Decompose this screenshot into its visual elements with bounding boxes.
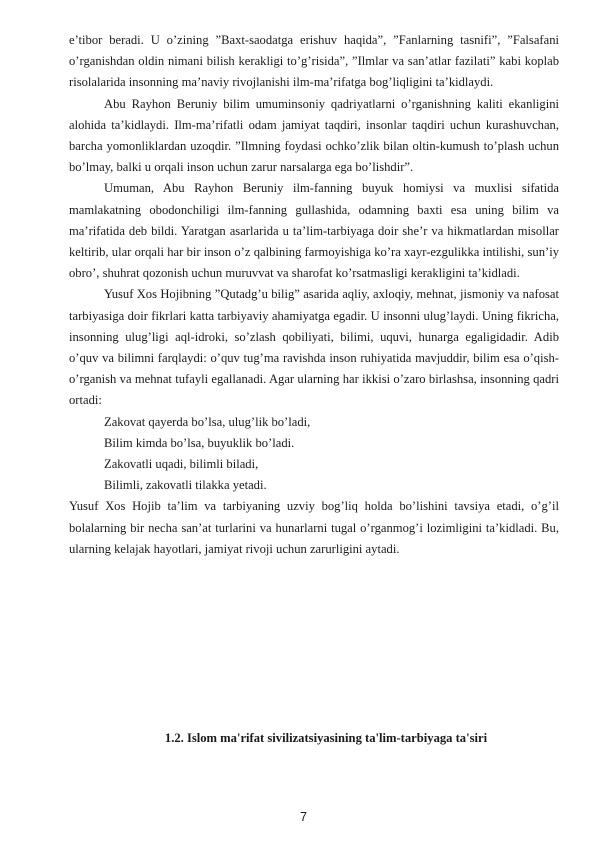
paragraph-1: e’tibor beradi. U o’zining ”Baxt-saodatga erishuv haqida”, ”Fanlarning tasnifi”, ”Falsafani o’rganishdan oldin nimani bilish kerakligi to’g’risida”, ”Ilmlar va san’atlar fazilati” kabi koplab risolalarida insonning ma’naviy rivojlanishi ilm-ma’rifatga bog’liqligini ta’kidlaydi. [69, 33, 559, 90]
paragraph-2: Abu Rayhon Beruniy bilim umuminsoniy qadriyatlarni o’rganishning kaliti ekanligini alohida ta’kidlaydi. Ilm-ma’rifatli odam jamiyat taqdiri, insonlar taqdiri uchun kurashuvchan, barcha yomonliklardan uzoqdir. ”Ilmning foydasi ochko’zlik bilan oltin-kumush to’plash uchun bo’lmay, balki u orqali inson uchun zarur narsalarga ega bo’lishdir”. [69, 96, 559, 175]
page-number: 7 [299, 810, 307, 824]
verse-line-1: Zakovat qayerda bo’lsa, ulug’lik bo’ladi, [104, 414, 311, 429]
paragraph-4: Yusuf Xos Hojibning ”Qutadg’u bilig” asarida aqliy, axloqiy, mehnat, jismoniy va nafosat tarbiyasiga doir fikrlari katta tarbiyaviy ahamiyatga egadir. U insonni ulug’laydi. Uning fikricha, insonning ulug’ligi aql-idroki, so’zlash qobiliyati, bilimi, uquvi, hunarga egaligidadir. Adib o’quv va bilimni farqlaydi: o’quv tug’ma ravishda inson ruhiyatida mavjuddir, bilim esa o’qish-o’rganish va mehnat tufayli egallanadi. Agar ularning har ikkisi o’zaro birlashsa, insonning qadri ortadi: [69, 287, 559, 408]
verse-line-2: Bilim kimda bo’lsa, buyuklik bo’ladi. [104, 435, 295, 450]
section-heading [69, 728, 559, 749]
closing-paragraph: Yusuf Xos Hojib ta’lim va tarbiyaning uzviy bog’liq holda bo’lishini tavsiya etadi, o’g’il bolalarning bir necha san’at turlarini va hunarlarni tugal o’rganmog’i lozimligini ta’kidladi. Bu, ularning kelajak hayotlari, jamiyat rivoji uchun zarurligini aytadi. [69, 499, 559, 556]
document-body [69, 30, 559, 560]
section-heading-text: 1.2. Islom ma'rifat sivilizatsiyasining ta'lim-tarbiyaga ta'siri [164, 731, 488, 745]
verse-line-3: Zakovatli uqadi, bilimli biladi, [104, 457, 259, 472]
paragraph-3: Umuman, Abu Rayhon Beruniy ilm-fanning buyuk homiysi va muxlisi sifatida mamlakatning obodonchiligi ilm-fanning gullashida, odamning baxti esa uning bilim va ma’rifatida deb bildi. Yaratgan asarlarida u ta’lim-tarbiyaga doir she’r va hikmatlardan misollar keltirib, ular orqali har bir inson o’z qalbining farmoyishiga ko’ra xayr-ezgulikka intilishi, sun’iy obro’, shuhrat qozonish uchun muruvvat va sharofat ko’rsatmasligi kerakligini ta’kidladi. [69, 181, 559, 281]
verse-line-4: Bilimli, zakovatli tilakka yetadi. [104, 478, 267, 493]
